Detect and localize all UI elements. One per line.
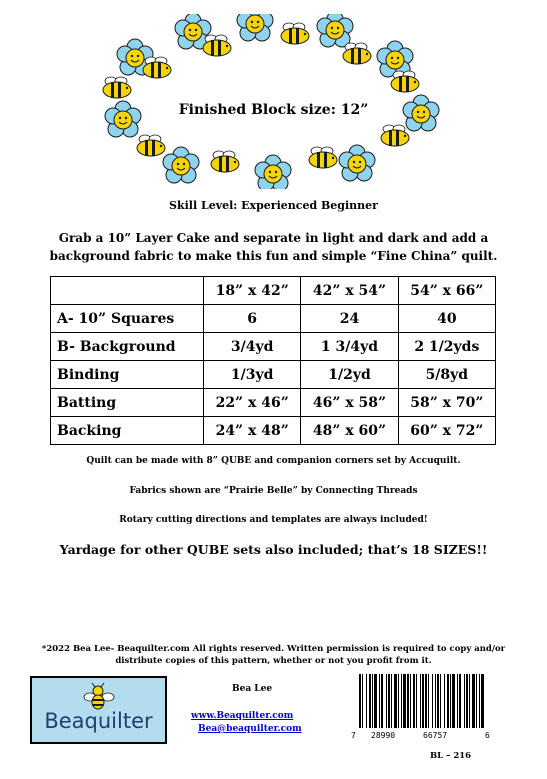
table-row: [51, 389, 496, 417]
barcode-bar: [444, 674, 445, 728]
barcode-bar: [447, 674, 449, 728]
table-cell: 5/8yd: [398, 361, 495, 389]
bee-flower-icon: [339, 145, 375, 181]
qube-note: Quilt can be made with 8” QUBE and companion corners set by Accuquilt.: [86, 456, 461, 466]
table-row: [51, 361, 496, 389]
table-cell: 46” x 58”: [301, 389, 398, 417]
email-link[interactable]: Bea@beaquilter.com: [198, 724, 302, 734]
barcode-bar: [413, 674, 415, 728]
table-header-row: [51, 277, 496, 305]
barcode-bar: [435, 674, 436, 728]
barcode-digit: 28990: [371, 731, 396, 740]
barcode-bar: [398, 674, 399, 728]
bee-logo-icon: [83, 682, 115, 710]
barcode-bar: [391, 674, 392, 728]
barcode-bar: [466, 674, 468, 728]
copyright-notice: *2022 Bea Lee- Beaquilter.com All rights reserved. Written permission is required to copy and/or distribute copies of this pattern, whether or not you profit from it.: [41, 644, 506, 666]
barcode-bar: [420, 674, 421, 728]
barcode-bar: [452, 674, 455, 728]
yardage-table: [50, 276, 496, 445]
barcode-bar: [407, 674, 409, 728]
barcode-bar: [401, 674, 402, 728]
table-row: [51, 417, 496, 445]
barcode-bar: [464, 674, 465, 728]
table-header-cell: [51, 277, 204, 305]
barcode-bar: [469, 674, 470, 728]
table-cell: 2 1/2yds: [398, 333, 495, 361]
barcode-bar: [459, 674, 461, 728]
barcode-bar: [432, 674, 433, 728]
table-cell: 3/4yd: [204, 333, 301, 361]
logo-text: Beaquilter: [44, 709, 153, 733]
barcode-bar: [450, 674, 451, 728]
barcode-bar: [437, 674, 439, 728]
table-cell: 60” x 72”: [398, 417, 495, 445]
table-row-label: B- Background: [51, 333, 204, 361]
table-cell: 1 3/4yd: [301, 333, 398, 361]
table-cell: 6: [204, 305, 301, 333]
barcode-bar: [362, 674, 363, 728]
block-size-title: Finished Block size: 12”: [178, 102, 369, 118]
barcode-bar: [416, 674, 417, 728]
barcode-bar: [422, 674, 424, 728]
barcode-bar: [366, 674, 367, 728]
barcode-bar: [457, 674, 458, 728]
table-cell: 58” x 70”: [398, 389, 495, 417]
barcode-bar: [440, 674, 441, 728]
table-row: [51, 305, 496, 333]
barcode-bar: [481, 674, 484, 728]
barcode-bar: [386, 674, 387, 728]
barcode-bar: [403, 674, 406, 728]
bee-flower-icon: [255, 155, 291, 189]
table-cell: 48” x 60”: [301, 417, 398, 445]
intro-text: Grab a 10” Layer Cake and separate in light and dark and add a background fabric to make this fun and simple “Fine China” quilt.: [49, 231, 498, 263]
barcode-bar: [394, 674, 397, 728]
bee-flower-icon: [317, 14, 353, 47]
pattern-code: BL – 216: [430, 751, 472, 761]
barcode-bar: [388, 674, 390, 728]
table-cell: 22” x 46”: [204, 389, 301, 417]
barcode-bar: [428, 674, 429, 728]
barcode-bar: [479, 674, 480, 728]
table-cell: 24: [301, 305, 398, 333]
table-cell: 1/3yd: [204, 361, 301, 389]
table-row-label: Batting: [51, 389, 204, 417]
table-cell: 1/2yd: [301, 361, 398, 389]
table-row-label: A- 10” Squares: [51, 305, 204, 333]
table-cell: 40: [398, 305, 495, 333]
barcode-bar: [410, 674, 411, 728]
table-row: [51, 333, 496, 361]
barcode-bar: [374, 674, 377, 728]
barcode-bar: [472, 674, 475, 728]
beaquilter-logo: [30, 676, 167, 744]
table-header-cell: 18” x 42”: [204, 277, 301, 305]
barcode-bar: [359, 674, 361, 728]
barcode-bar: [379, 674, 380, 728]
table-row-label: Binding: [51, 361, 204, 389]
rotary-note: Rotary cutting directions and templates are always included!: [119, 515, 428, 525]
barcode-digit: 66757: [423, 731, 448, 740]
barcode-bar: [476, 674, 477, 728]
author-name: Bea Lee: [232, 684, 273, 694]
barcode-digit: 7: [351, 731, 356, 740]
website-link[interactable]: www.Beaquilter.com: [191, 711, 294, 721]
barcode-bar: [425, 674, 427, 728]
table-header-cell: 42” x 54”: [301, 277, 398, 305]
table-cell: 24” x 48”: [204, 417, 301, 445]
table-row-label: Backing: [51, 417, 204, 445]
bee-flower-icon: [237, 14, 273, 41]
skill-level: Skill Level: Experienced Beginner: [169, 199, 378, 212]
bee-flower-icon: [163, 147, 199, 183]
barcode-bar: [369, 674, 371, 728]
fabrics-note: Fabrics shown are “Prairie Belle” by Connecting Threads: [129, 486, 418, 496]
barcode-digit: 6: [485, 731, 490, 740]
barcode-icon: [349, 672, 494, 740]
barcode-bar: [372, 674, 373, 728]
yardage-note: Yardage for other QUBE sets also included; that’s 18 SIZES!!: [59, 542, 488, 557]
table-header-cell: 54” x 66”: [398, 277, 495, 305]
barcode-bar: [381, 674, 383, 728]
